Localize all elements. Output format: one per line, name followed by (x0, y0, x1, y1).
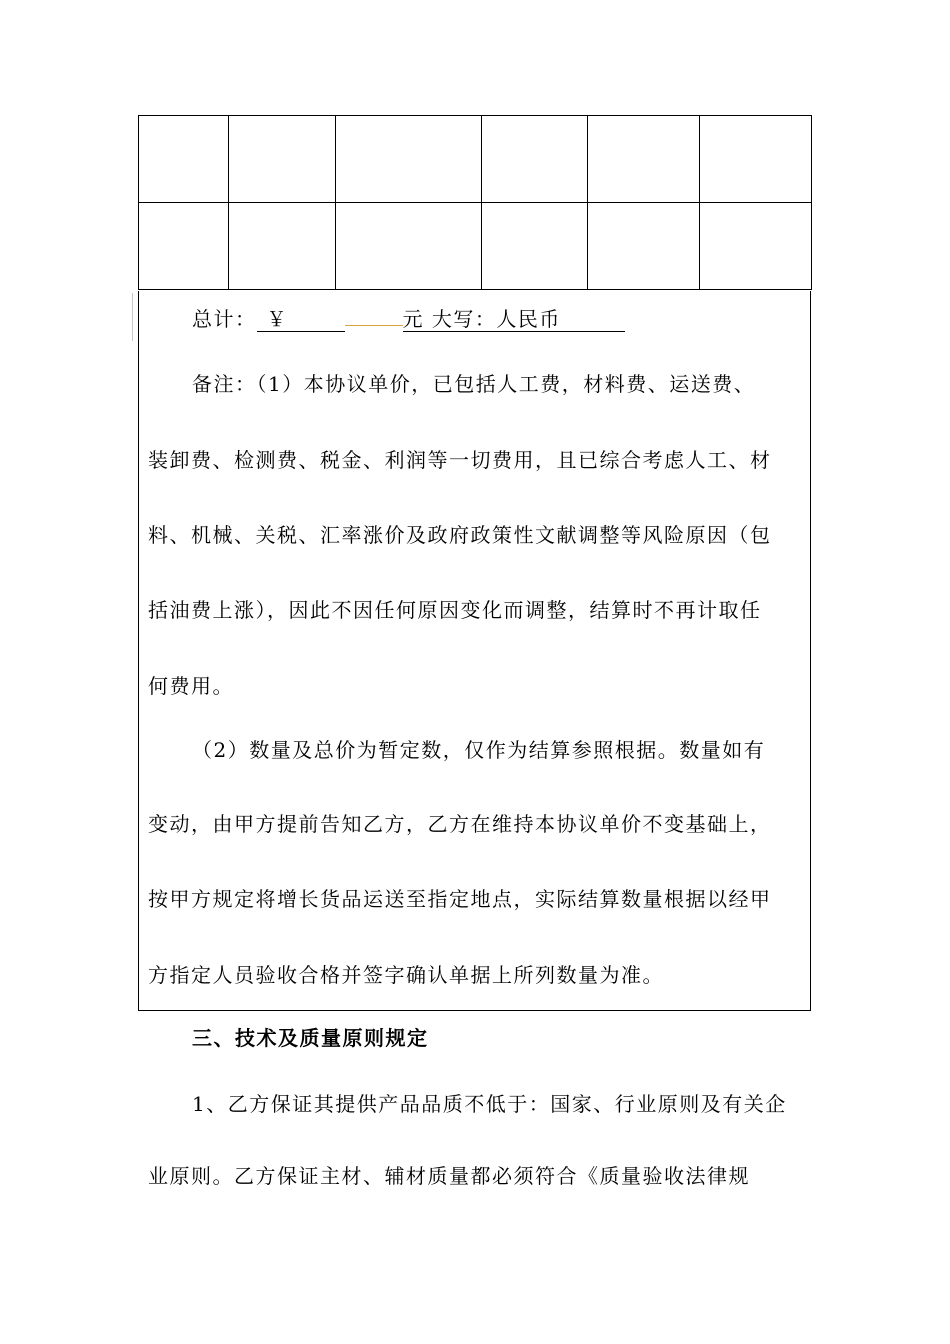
remark-line-4: 括油费上涨），因此不因任何原因变化而调整，结算时不再计取任 (148, 598, 762, 622)
table-cell (336, 203, 482, 290)
remark-line-6: （2）数量及总价为暂定数，仅作为结算参照根据。数量如有 (192, 738, 766, 762)
remark-line-2: 装卸费、检测费、税金、利润等一切费用，且已综合考虑人工、材 (148, 448, 772, 472)
remark-line-3: 料、机械、关税、汇率涨价及政府政策性文献调整等风险原因（包 (148, 523, 772, 547)
table-cell (229, 203, 336, 290)
remark-line-5: 何费用。 (148, 674, 234, 698)
table-cell (139, 116, 229, 203)
table-cell (588, 116, 700, 203)
section-heading: 三、技术及质量原则规定 (192, 1026, 429, 1050)
table-cell (700, 116, 812, 203)
daxie-label: 大写：人民币 (431, 307, 561, 331)
total-unit: 元 (402, 307, 424, 331)
table-cell (700, 203, 812, 290)
remark-line-1: 备注：（1）本协议单价，已包括人工费，材料费、运送费、 (192, 372, 756, 396)
currency-symbol: ￥ (266, 307, 288, 331)
total-amount-field (257, 307, 345, 332)
table-row (139, 116, 812, 203)
table-cell (336, 116, 482, 203)
total-daxie-field (403, 307, 625, 332)
total-label: 总计： (192, 307, 257, 331)
total-amount-blank (345, 325, 403, 326)
blank-price-table (138, 115, 812, 290)
remark-line-7: 变动，由甲方提前告知乙方，乙方在维持本协议单价不变基础上， (148, 812, 772, 836)
table-cell (588, 203, 700, 290)
table-cell (139, 203, 229, 290)
table-cell (229, 116, 336, 203)
table-cell (482, 116, 588, 203)
section-para-line-2: 业原则。乙方保证主材、辅材质量都必须符合《质量验收法律规 (148, 1164, 750, 1188)
remark-line-8: 按甲方规定将增长货品运送至指定地点，实际结算数量根据以经甲 (148, 887, 772, 911)
margin-mark (132, 293, 133, 341)
table-cell (482, 203, 588, 290)
total-line (192, 307, 625, 332)
table-row (139, 203, 812, 290)
remark-line-9: 方指定人员验收合格并签字确认单据上所列数量为准。 (148, 963, 664, 987)
section-para-line-1: 1、乙方保证其提供产品品质不低于：国家、行业原则及有关企 (192, 1092, 787, 1116)
